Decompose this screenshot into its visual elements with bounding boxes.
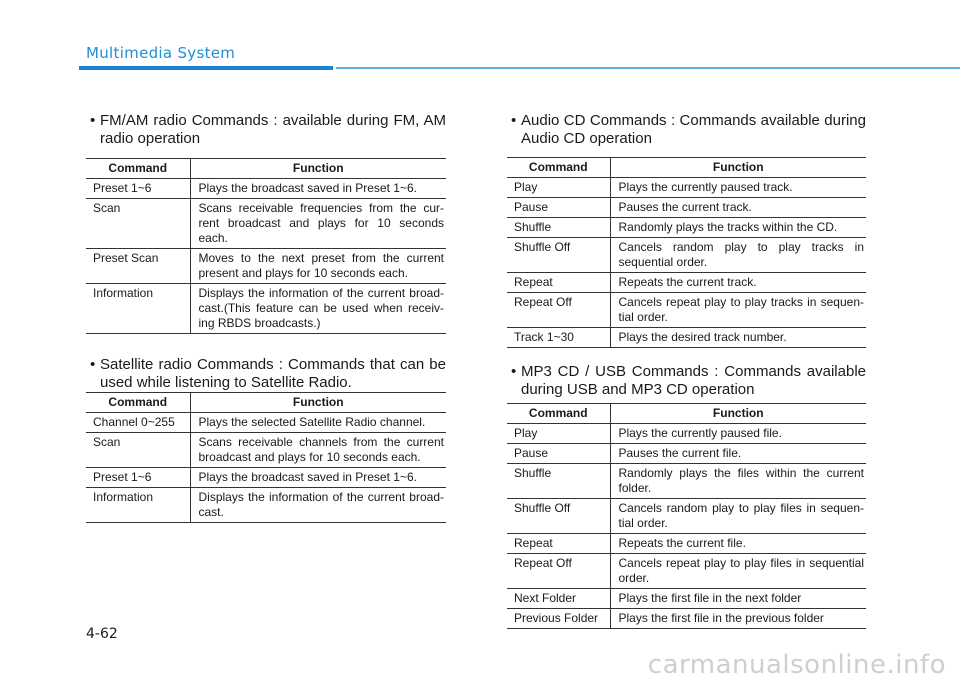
command-cell: Pause [507, 444, 610, 464]
satellite-intro: • Satellite radio Commands : Commands that can be used while listening to Satellite Radio. [90, 356, 446, 391]
function-cell: Plays the desired track number. [610, 328, 866, 348]
table-row [86, 199, 446, 249]
table-header-row [507, 404, 866, 424]
command-cell: Preset 1~6 [86, 179, 190, 199]
table-row [86, 488, 446, 523]
column-header-function: Function [190, 159, 446, 179]
command-cell: Shuffle [507, 464, 610, 499]
command-cell: Track 1~30 [507, 328, 610, 348]
page-number: 4-62 [86, 626, 118, 642]
audio-cd-table [507, 157, 866, 348]
function-cell: Scans receivable channels from the current broadcast and plays for 10 seconds each. [190, 433, 446, 468]
function-cell: Plays the broadcast saved in Preset 1~6. [190, 179, 446, 199]
command-cell: Play [507, 424, 610, 444]
column-header-command: Command [507, 158, 610, 178]
table-row [507, 238, 866, 273]
column-header-command: Command [86, 393, 190, 413]
satellite-table [86, 392, 446, 523]
audio-cd-section [507, 112, 866, 148]
command-cell: Information [86, 284, 190, 334]
header-rule-thin [336, 67, 960, 69]
table-header-row [507, 158, 866, 178]
table-row [507, 273, 866, 293]
function-cell: Randomly plays the files within the current folder. [610, 464, 866, 499]
command-cell: Information [86, 488, 190, 523]
table-row [86, 179, 446, 199]
table-header-row [86, 159, 446, 179]
function-cell: Repeats the current file. [610, 534, 866, 554]
audio-cd-intro: • Audio CD Commands : Commands available during Audio CD operation [511, 112, 866, 147]
table-row [507, 499, 866, 534]
bullet-icon: • [511, 363, 517, 380]
command-cell: Repeat [507, 273, 610, 293]
column-header-function: Function [190, 393, 446, 413]
function-cell: Cancels random play to play files in sequen-tial order. [610, 499, 866, 534]
column-header-function: Function [610, 158, 866, 178]
section-title: Multimedia System [86, 44, 236, 62]
command-cell: Channel 0~255 [86, 413, 190, 433]
bullet-icon: • [511, 112, 517, 129]
header-rule-thick [79, 66, 333, 70]
function-cell: Plays the selected Satellite Radio channel. [190, 413, 446, 433]
bullet-icon: • [90, 356, 96, 373]
command-cell: Repeat Off [507, 554, 610, 589]
function-cell: Displays the information of the current broad-cast.(This feature can be used when receiv-ing RBDS broadcasts.) [190, 284, 446, 334]
command-cell: Shuffle Off [507, 238, 610, 273]
watermark: carmanualsonline.info [647, 650, 946, 680]
bullet-icon: • [90, 112, 96, 129]
function-cell: Plays the first file in the previous folder [610, 609, 866, 629]
mp3-usb-intro: • MP3 CD / USB Commands : Commands available during USB and MP3 CD operation [511, 363, 866, 398]
table-row [507, 464, 866, 499]
column-header-function: Function [610, 404, 866, 424]
fm-am-table-wrap [86, 158, 446, 334]
fm-am-intro: • FM/AM radio Commands : available during FM, AM radio operation [90, 112, 446, 147]
mp3-usb-section [507, 363, 866, 399]
command-cell: Play [507, 178, 610, 198]
function-cell: Pauses the current track. [610, 198, 866, 218]
command-cell: Scan [86, 199, 190, 249]
command-cell: Repeat Off [507, 293, 610, 328]
table-row [507, 589, 866, 609]
function-cell: Pauses the current file. [610, 444, 866, 464]
mp3-usb-table [507, 403, 866, 629]
table-header-row [86, 393, 446, 413]
command-cell: Preset 1~6 [86, 468, 190, 488]
table-row [86, 249, 446, 284]
table-row [86, 413, 446, 433]
function-cell: Repeats the current track. [610, 273, 866, 293]
table-row [86, 433, 446, 468]
function-cell: Plays the broadcast saved in Preset 1~6. [190, 468, 446, 488]
command-cell: Scan [86, 433, 190, 468]
function-cell: Cancels repeat play to play tracks in sequen-tial order. [610, 293, 866, 328]
table-row [507, 178, 866, 198]
function-cell: Plays the currently paused file. [610, 424, 866, 444]
function-cell: Randomly plays the tracks within the CD. [610, 218, 866, 238]
function-cell: Cancels random play to play tracks in sequential order. [610, 238, 866, 273]
table-row [507, 609, 866, 629]
table-row [507, 218, 866, 238]
function-cell: Plays the currently paused track. [610, 178, 866, 198]
function-cell: Displays the information of the current broad-cast. [190, 488, 446, 523]
command-cell: Next Folder [507, 589, 610, 609]
fm-am-table [86, 158, 446, 334]
satellite-table-wrap [86, 392, 446, 523]
command-cell: Preset Scan [86, 249, 190, 284]
command-cell: Shuffle [507, 218, 610, 238]
column-header-command: Command [86, 159, 190, 179]
command-cell: Pause [507, 198, 610, 218]
command-cell: Shuffle Off [507, 499, 610, 534]
table-row [86, 284, 446, 334]
table-row [507, 293, 866, 328]
function-cell: Cancels repeat play to play files in sequential order. [610, 554, 866, 589]
column-header-command: Command [507, 404, 610, 424]
table-row [507, 534, 866, 554]
command-cell: Repeat [507, 534, 610, 554]
audio-cd-table-wrap [507, 157, 866, 348]
table-row [507, 328, 866, 348]
function-cell: Moves to the next preset from the current present and plays for 10 seconds each. [190, 249, 446, 284]
table-row [507, 444, 866, 464]
table-row [507, 554, 866, 589]
fm-am-section [86, 112, 446, 148]
table-row [86, 468, 446, 488]
function-cell: Plays the first file in the next folder [610, 589, 866, 609]
table-row [507, 424, 866, 444]
function-cell: Scans receivable frequencies from the cur-rent broadcast and plays for 10 seconds each. [190, 199, 446, 249]
command-cell: Previous Folder [507, 609, 610, 629]
satellite-section [86, 356, 446, 392]
table-row [507, 198, 866, 218]
mp3-usb-table-wrap [507, 403, 866, 629]
